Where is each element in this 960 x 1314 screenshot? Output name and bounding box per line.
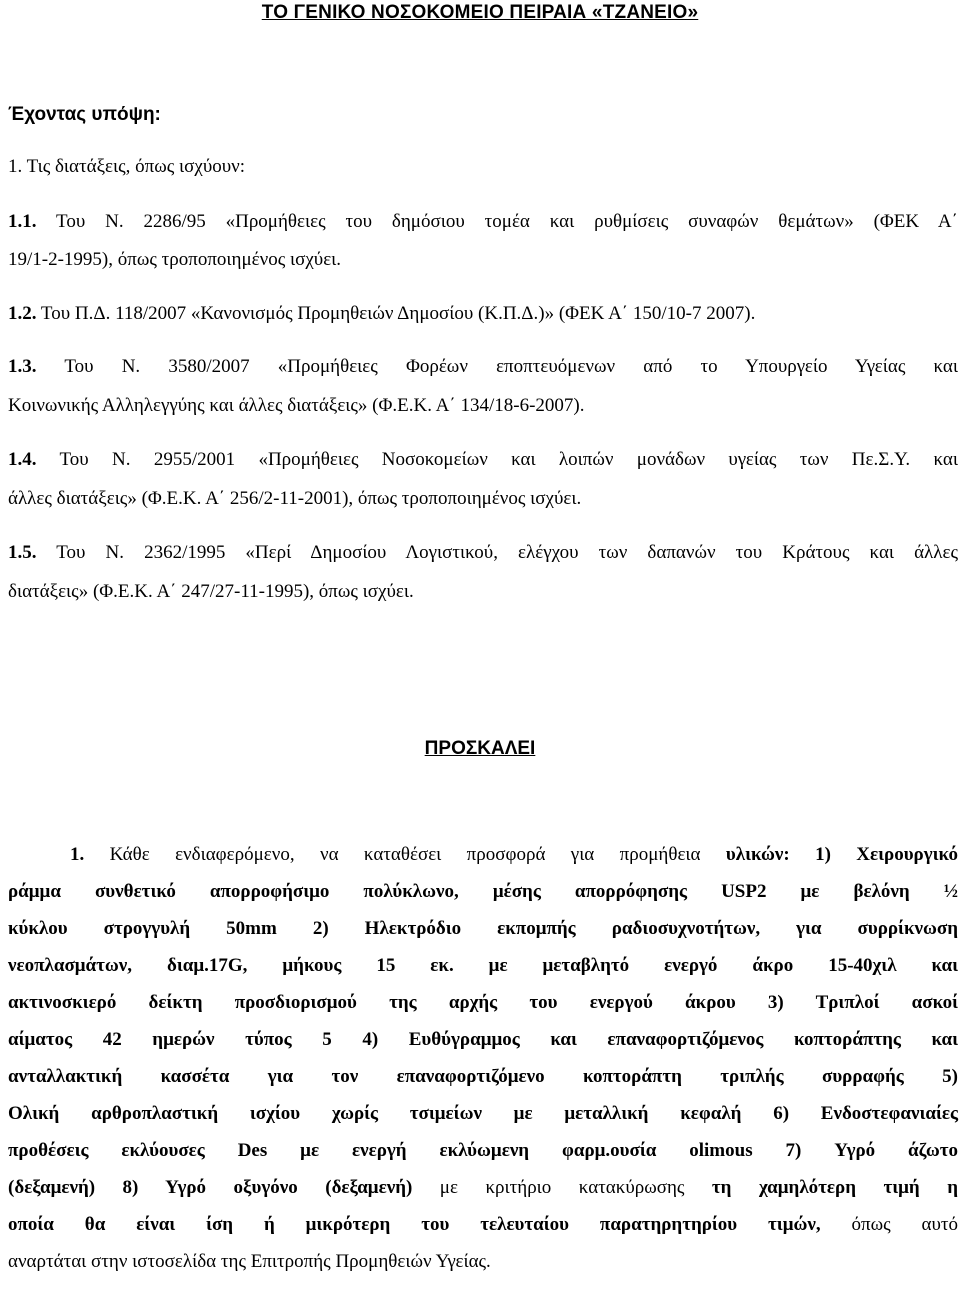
provision-text: Του Ν. 2955/2001 «Προμήθειες Νοσοκομείων και λοιπών μονάδων υγείας των Πε.Σ.Υ. και [59,449,958,470]
document-title: ΤΟ ΓΕΝΙΚΟ ΝΟΣΟΚΟΜΕΙΟ ΠΕΙΡΑΙΑ «ΤΖΑΝΕΙΟ» [261,2,699,23]
invitation-line: ράμμα συνθετικό απορροφήσιμο πολύκλωνο, μέσης απορρόφησης USP2 με βελόνη ½ [8,881,958,902]
invitation-text: όπως αυτό [820,1214,958,1235]
invitation-line: προθέσεις εκλύουσες Des με ενεργή εκλύωμενη φαρμ.ουσία olimous 7) Υγρό άζωτο [8,1140,958,1161]
invitation-line: αίματος 42 ημερών τύπος 5 4) Ευθύγραμμος και επαναφορτιζόμενος κοπτοράπτης και [8,1029,958,1050]
invitation-paragraph [8,845,958,1289]
provision-text: Του Ν. 3580/2007 «Προμήθειες Φορέων εποπτευόμενων από το Υπουργείο Υγείας και [64,356,958,377]
invitation-text-bold: τη χαμηλότερη τιμή η [711,1177,958,1198]
invites-heading: ΠΡΟΣΚΑΛΕΙ [424,738,536,759]
invitation-line: νεοπλασμάτων, διαμ.17G, μήκους 15 εκ. με μεταβλητό ενεργό άκρο 15-40χιλ και [8,955,958,976]
provision-number: 1.3. [8,356,37,377]
provision-1-1-line-1 [8,212,958,231]
provision-1-5-line-1 [8,543,958,562]
provisions-intro: 1. Τις διατάξεις, όπως ισχύουν: [8,156,246,177]
provision-1-4-line-2: άλλες διατάξεις» (Φ.Ε.Κ. Α΄ 256/2-11-2001), όπως τροποποιημένος ισχύει. [8,488,582,509]
invitation-text-bold: οποία θα είναι ίση ή μικρότερη του τελευταίου παρατηρητηρίου τιμών, [8,1214,821,1235]
provision-1-1-line-2: 19/1-2-1995), όπως τροποποιημένος ισχύει. [8,249,342,270]
considering-label: Έχοντας υπόψη: [8,104,161,125]
invitation-line [8,1215,958,1252]
invitation-line: ανταλλακτική κασσέτα για τον επαναφορτιζόμενο κοπτοράπτη τριπλής συρραφής 5) [8,1066,958,1087]
provision-1-3-line-1 [8,357,958,376]
invitation-text-bold: (δεξαμενή) 8) Υγρό οξυγόνο (δεξαμενή) [8,1177,413,1198]
provision-1-3-line-2: Κοινωνικής Αλληλεγγύης και άλλες διατάξεις» (Φ.Ε.Κ. Α΄ 134/18-6-2007). [8,395,585,416]
invitation-line: Ολική αρθροπλαστική ισχίου χωρίς τσιμείων με μεταλλική κεφαλή 6) Ενδοστεφανιαίες [8,1103,958,1124]
invitation-text-bold: υλικών: 1) Χειρουργικό [725,844,958,865]
invitation-line: ακτινοσκιερό δείκτη προσδιορισμού της αρχής του ενεργού άκρου 3) Τριπλοί ασκοί [8,992,958,1013]
provision-number: 1.5. [8,542,37,563]
provision-1-5-line-2: διατάξεις» (Φ.Ε.Κ. Α΄ 247/27-11-1995), όπως ισχύει. [8,581,414,602]
provision-number: 1.2. [8,303,37,324]
invitation-line [8,845,958,882]
invitation-text: Κάθε ενδιαφερόμενο, να καταθέσει προσφορά για προμήθεια [109,844,726,865]
invitation-line: κύκλου στρογγυλή 50mm 2) Ηλεκτρόδιο εκπομπής ραδιοσυχνοτήτων, για συρρίκνωση [8,918,958,939]
provision-number: 1.1. [8,211,37,232]
provision-text: Του Π.Δ. 118/2007 «Κανονισμός Προμηθειών Δημοσίου (Κ.Π.Δ.)» (ΦΕΚ Α΄ 150/10-7 2007). [40,303,756,324]
invitation-line: αναρτάται στην ιστοσελίδα της Επιτροπής Προμηθειών Υγείας. [8,1251,491,1272]
provision-1-4-line-1 [8,450,958,469]
invitation-number: 1. [70,844,85,865]
invitation-text: με κριτήριο κατακύρωσης [412,1177,712,1198]
provision-1-2-line-1 [8,304,755,323]
invitation-line [8,1178,958,1215]
provision-number: 1.4. [8,449,37,470]
provision-text: Του Ν. 2286/95 «Προμήθειες του δημόσιου τομέα και ρυθμίσεις συναφών θεμάτων» (ΦΕΚ Α΄ [56,211,958,232]
provision-text: Του Ν. 2362/1995 «Περί Δημοσίου Λογιστικού, ελέγχου των δαπανών του Κράτους και άλλες [56,542,958,563]
